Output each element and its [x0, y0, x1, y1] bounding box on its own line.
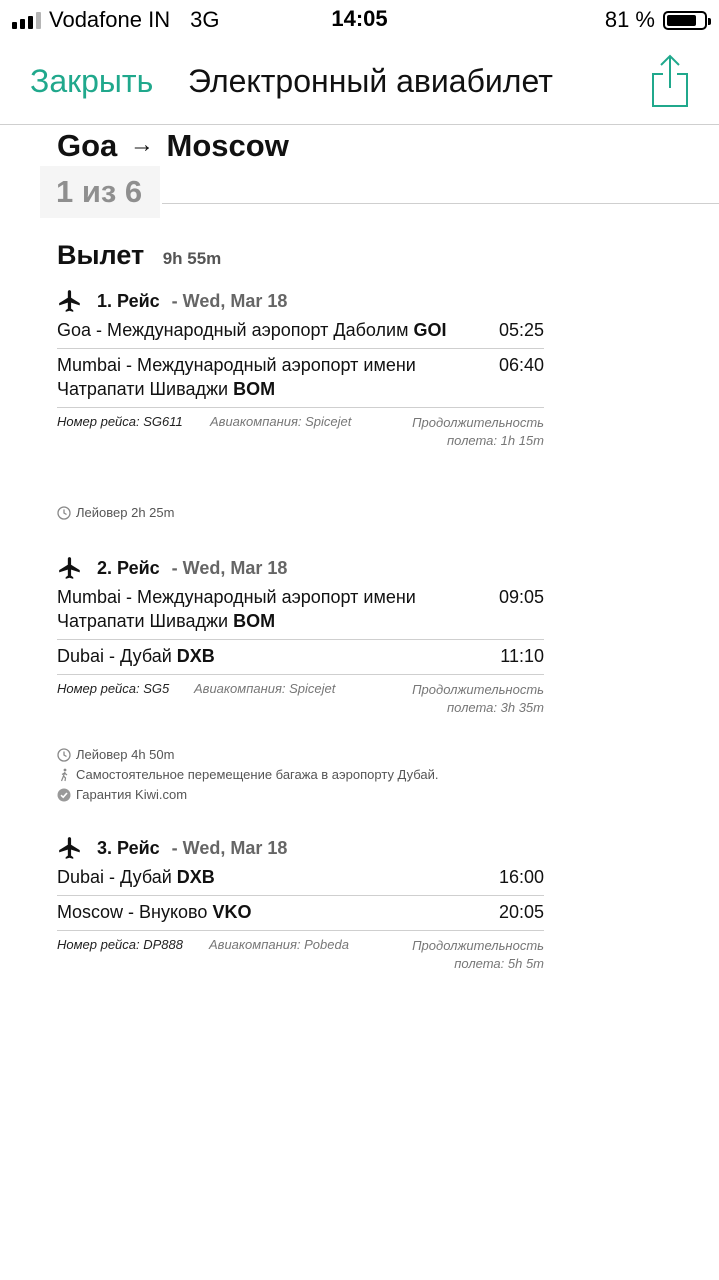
arrival-airport: Moscow - Внуково — [57, 902, 208, 922]
airline: Авиакомпания: Spicejet — [210, 414, 352, 429]
baggage-note: Самостоятельное перемещение багажа в аэропорту Дубай. — [76, 767, 439, 782]
departure-title: Вылет — [57, 240, 145, 270]
arrival-time: 06:40 — [498, 355, 544, 375]
plane-icon — [57, 555, 83, 581]
close-button[interactable]: Закрыть — [30, 63, 154, 99]
departure-time: 16:00 — [498, 867, 544, 887]
route-to: Moscow — [166, 128, 289, 163]
departure-header — [57, 240, 221, 271]
arrival-time: 20:05 — [498, 902, 544, 922]
flight-number-label: 3. Рейс — [97, 837, 160, 858]
network-type: 3G — [190, 7, 220, 32]
flight-code: Номер рейса: DP888 — [57, 937, 183, 952]
layover-text: Лейовер 4h 50m — [76, 747, 175, 762]
check-badge-icon — [57, 788, 71, 802]
arrival-row — [57, 895, 544, 930]
flight-date: - Wed, Mar 18 — [171, 837, 288, 858]
departure-airport: Dubai - Дубай — [57, 867, 172, 887]
battery-icon — [663, 11, 707, 30]
departure-time: 05:25 — [498, 320, 544, 340]
departure-code: DXB — [176, 867, 215, 887]
page-title: Электронный авиабилет — [188, 63, 553, 99]
flight-header — [57, 553, 544, 583]
share-icon[interactable] — [650, 54, 690, 108]
flight-header — [57, 833, 544, 863]
departure-row — [57, 863, 544, 895]
layover-info — [57, 505, 174, 520]
flight-duration — [412, 414, 544, 450]
flight-duration — [412, 937, 544, 973]
departure-code: BOM — [233, 611, 276, 631]
flight-segment — [57, 286, 544, 452]
route-from: Goa — [57, 128, 118, 163]
battery-fill — [667, 15, 696, 26]
nav-bar — [0, 40, 719, 125]
flight-segment — [57, 553, 544, 719]
flight-duration-label: Продолжительность — [412, 938, 544, 953]
route-title — [57, 128, 289, 164]
arrival-row — [57, 639, 544, 674]
plane-icon — [57, 835, 83, 861]
flight-duration-value: полета: 5h 5m — [454, 956, 544, 971]
divider — [162, 203, 719, 204]
airline: Авиакомпания: Pobeda — [209, 937, 349, 952]
airline: Авиакомпания: Spicejet — [194, 681, 336, 696]
departure-airport: Goa - Международный аэропорт Даболим — [57, 320, 409, 340]
flight-date: - Wed, Mar 18 — [171, 557, 288, 578]
arrival-code: BOM — [233, 379, 276, 399]
flight-duration-label: Продолжительность — [412, 682, 544, 697]
departure-row — [57, 583, 544, 639]
walking-person-icon — [57, 768, 71, 782]
flight-meta — [57, 407, 544, 452]
departure-row — [57, 316, 544, 348]
plane-icon — [57, 288, 83, 314]
guarantee-info — [57, 787, 187, 802]
arrival-code: DXB — [176, 646, 215, 666]
flight-code: Номер рейса: SG5 — [57, 681, 170, 696]
page-indicator-text: 1 из 6 — [56, 174, 143, 209]
flight-segment — [57, 833, 544, 975]
departure-code: GOI — [413, 320, 447, 340]
status-time: 14:05 — [331, 6, 388, 31]
flight-number-label: 2. Рейс — [97, 557, 160, 578]
flight-duration — [412, 681, 544, 717]
flight-number-label: 1. Рейс — [97, 290, 160, 311]
clock-icon — [57, 506, 71, 520]
departure-duration: 9h 55m — [162, 249, 222, 268]
flight-duration-value: полета: 3h 35m — [446, 700, 544, 715]
flight-code: Номер рейса: SG611 — [57, 414, 183, 429]
baggage-info — [57, 767, 439, 782]
route-arrow: → — [129, 131, 154, 158]
departure-airport: Mumbai - Международный аэропорт имени Чатрапати Шиваджи — [57, 587, 416, 631]
carrier-name: Vodafone IN — [49, 7, 171, 32]
flight-duration-value: полета: 1h 15m — [446, 433, 544, 448]
clock-icon — [57, 748, 71, 762]
flight-meta — [57, 930, 544, 975]
arrival-time: 11:10 — [500, 646, 544, 666]
flight-date: - Wed, Mar 18 — [171, 290, 288, 311]
guarantee-text: Гарантия Kiwi.com — [76, 787, 188, 802]
flight-duration-label: Продолжительность — [412, 415, 544, 430]
arrival-airport: Dubai - Дубай — [57, 646, 172, 666]
arrival-airport: Mumbai - Международный аэропорт имени Чатрапати Шиваджи — [57, 355, 416, 399]
battery-percent: 81 % — [604, 7, 655, 32]
departure-time: 09:05 — [498, 587, 544, 607]
layover-info — [57, 747, 174, 762]
layover-text: Лейовер 2h 25m — [76, 505, 175, 520]
flight-meta — [57, 674, 544, 719]
status-bar — [0, 0, 719, 40]
status-right — [605, 7, 707, 33]
page-indicator — [40, 166, 160, 218]
arrival-row — [57, 348, 544, 407]
flight-header — [57, 286, 544, 316]
arrival-code: VKO — [212, 902, 252, 922]
